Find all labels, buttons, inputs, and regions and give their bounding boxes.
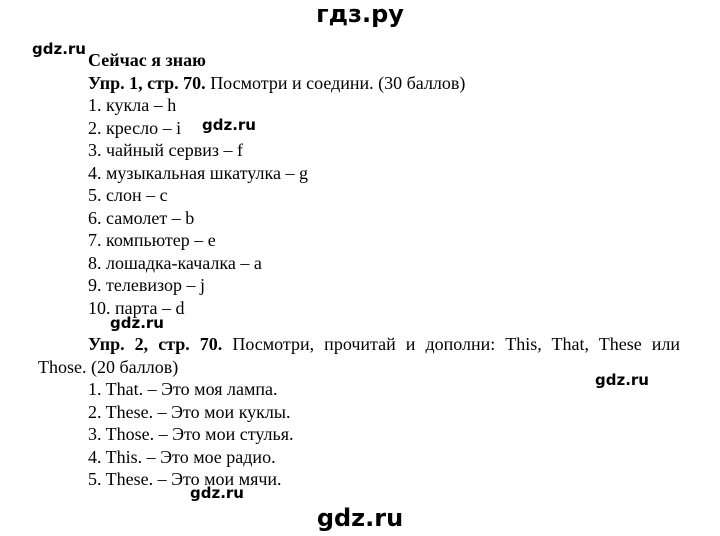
exercise-2-task: Посмотри, прочитай и дополни: This, That, These или: [222, 334, 680, 354]
exercise-2-heading-line-1: [38, 333, 680, 356]
exercise-1-item: 10. парта – d: [88, 297, 185, 318]
exercise-1-heading: [38, 72, 680, 95]
exercise-1-item: 6. самолет – b: [88, 207, 195, 228]
watermark-small: gdz.ru: [202, 116, 256, 134]
document-body: [38, 49, 680, 491]
exercise-1-item: 3. чайный сервиз – f: [88, 140, 243, 160]
exercise-2-item: 5. These. – Это мои мячи.: [88, 469, 282, 489]
exercise-1-item: 8. лошадка-качалка – a: [88, 252, 262, 273]
exercise-2-item: 2. These. – Это мои куклы.: [88, 401, 291, 422]
watermark-top: гдз.ру: [316, 0, 404, 28]
section-title: Сейчас я знаю: [88, 50, 206, 70]
exercise-2-item: 3. Those. – Это мои стулья.: [88, 424, 294, 444]
exercise-1-item: 9. телевизор – j: [88, 275, 205, 295]
exercise-1-item: 1. кукла – h: [88, 95, 177, 115]
exercise-1-item: 7. компьютер – e: [88, 230, 216, 250]
exercise-1-item: 2. кресло – i: [88, 117, 182, 138]
exercise-1-task: Посмотри и соедини. (30 баллов): [205, 72, 466, 93]
watermark-small: gdz.ru: [32, 40, 86, 58]
exercise-2-item: 4. This. – Это мое радио.: [88, 446, 276, 467]
exercise-2-item: 1. That. – Это моя лампа.: [88, 379, 278, 399]
exercise-1-item: 5. слон – c: [88, 185, 168, 205]
watermark-bottom: gdz.ru: [316, 504, 404, 532]
exercise-2-heading-line-2: Those. (20 баллов): [38, 356, 179, 377]
exercise-2-ref: Упр. 2, стр. 70.: [88, 334, 223, 354]
watermark-small: gdz.ru: [190, 484, 244, 502]
watermark-small: gdz.ru: [595, 371, 649, 389]
exercise-1-item: 4. музыкальная шкатулка – g: [88, 162, 308, 183]
exercise-1-ref: Упр. 1, стр. 70.: [88, 72, 206, 93]
watermark-small: gdz.ru: [110, 314, 164, 332]
